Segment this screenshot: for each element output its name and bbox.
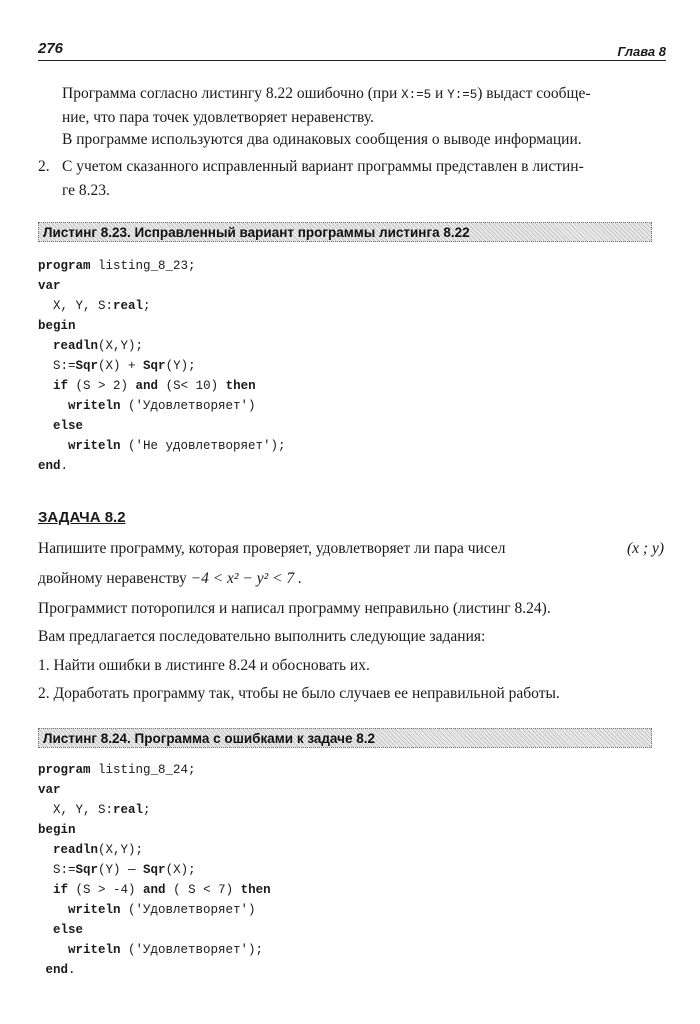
code-line: X, Y, S:real; bbox=[38, 803, 151, 817]
code-line: S:=Sqr(X) + Sqr(Y); bbox=[38, 359, 196, 373]
intro-paragraph-2: В программе используются два одинаковых сообщения о выводе информации. bbox=[62, 131, 582, 148]
listing-8-23-code bbox=[38, 256, 286, 476]
code-line: if (S > 2) and (S< 10) then bbox=[53, 379, 256, 393]
page-header bbox=[38, 38, 666, 61]
code-line: program listing_8_23; bbox=[38, 259, 196, 273]
code-line: var bbox=[38, 783, 61, 797]
code-line: X, Y, S:real; bbox=[38, 299, 151, 313]
listing-8-24-code bbox=[38, 760, 271, 980]
code-line: writeln ('Удовлетворяет') bbox=[68, 399, 256, 413]
task-paragraph-3: Вам предлагается последовательно выполнить следующие задания: bbox=[38, 628, 486, 645]
code-line: end. bbox=[38, 459, 69, 473]
code-line: begin bbox=[38, 823, 76, 837]
list-number: 2. bbox=[38, 158, 50, 175]
intro-paragraph-1: Программа согласно листингу 8.22 ошибочно (при X:=5 и Y:=5) выдаст сообще- ние, что пара точек удовлетворяет неравенству. bbox=[62, 85, 591, 126]
task-item-2: 2. Доработать программу так, чтобы не было случаев ее неправильной работы. bbox=[38, 685, 560, 702]
code-line: writeln ('Не удовлетворяет'); bbox=[68, 439, 286, 453]
listing-8-24-title: Листинг 8.24. Программа с ошибками к задаче 8.2 bbox=[38, 728, 652, 748]
code-line: else bbox=[53, 923, 84, 937]
task-item-1: 1. Найти ошибки в листинге 8.24 и обосновать их. bbox=[38, 657, 370, 674]
task-paragraph-1: Напишите программу, которая проверяет, удовлетворяет ли пара чисел (x ; y) двойному неравенству −4 < x² − y² < 7 . bbox=[38, 540, 664, 587]
code-line: var bbox=[38, 279, 61, 293]
code-line: S:=Sqr(Y) — Sqr(X); bbox=[38, 863, 196, 877]
code-line: else bbox=[53, 419, 84, 433]
listing-8-23-title: Листинг 8.23. Исправленный вариант программы листинга 8.22 bbox=[38, 222, 652, 242]
code-line: if (S > -4) and ( S < 7) then bbox=[53, 883, 271, 897]
task-heading: ЗАДАЧА 8.2 bbox=[38, 509, 126, 526]
code-line: begin bbox=[38, 319, 76, 333]
page-number: 276 bbox=[38, 40, 64, 57]
code-line: program listing_8_24; bbox=[38, 763, 196, 777]
intro-list-item-2: С учетом сказанного исправленный вариант программы представлен в листин- ге 8.23. bbox=[62, 158, 584, 199]
code-line: readln(X,Y); bbox=[53, 339, 144, 353]
chapter-title: Глава 8 bbox=[617, 44, 666, 59]
code-line: writeln ('Удовлетворяет') bbox=[68, 903, 256, 917]
code-line: end. bbox=[45, 963, 76, 977]
code-line: writeln ('Удовлетворяет'); bbox=[68, 943, 264, 957]
code-line: readln(X,Y); bbox=[53, 843, 144, 857]
task-paragraph-2: Программист поторопился и написал программу неправильно (листинг 8.24). bbox=[38, 600, 551, 617]
